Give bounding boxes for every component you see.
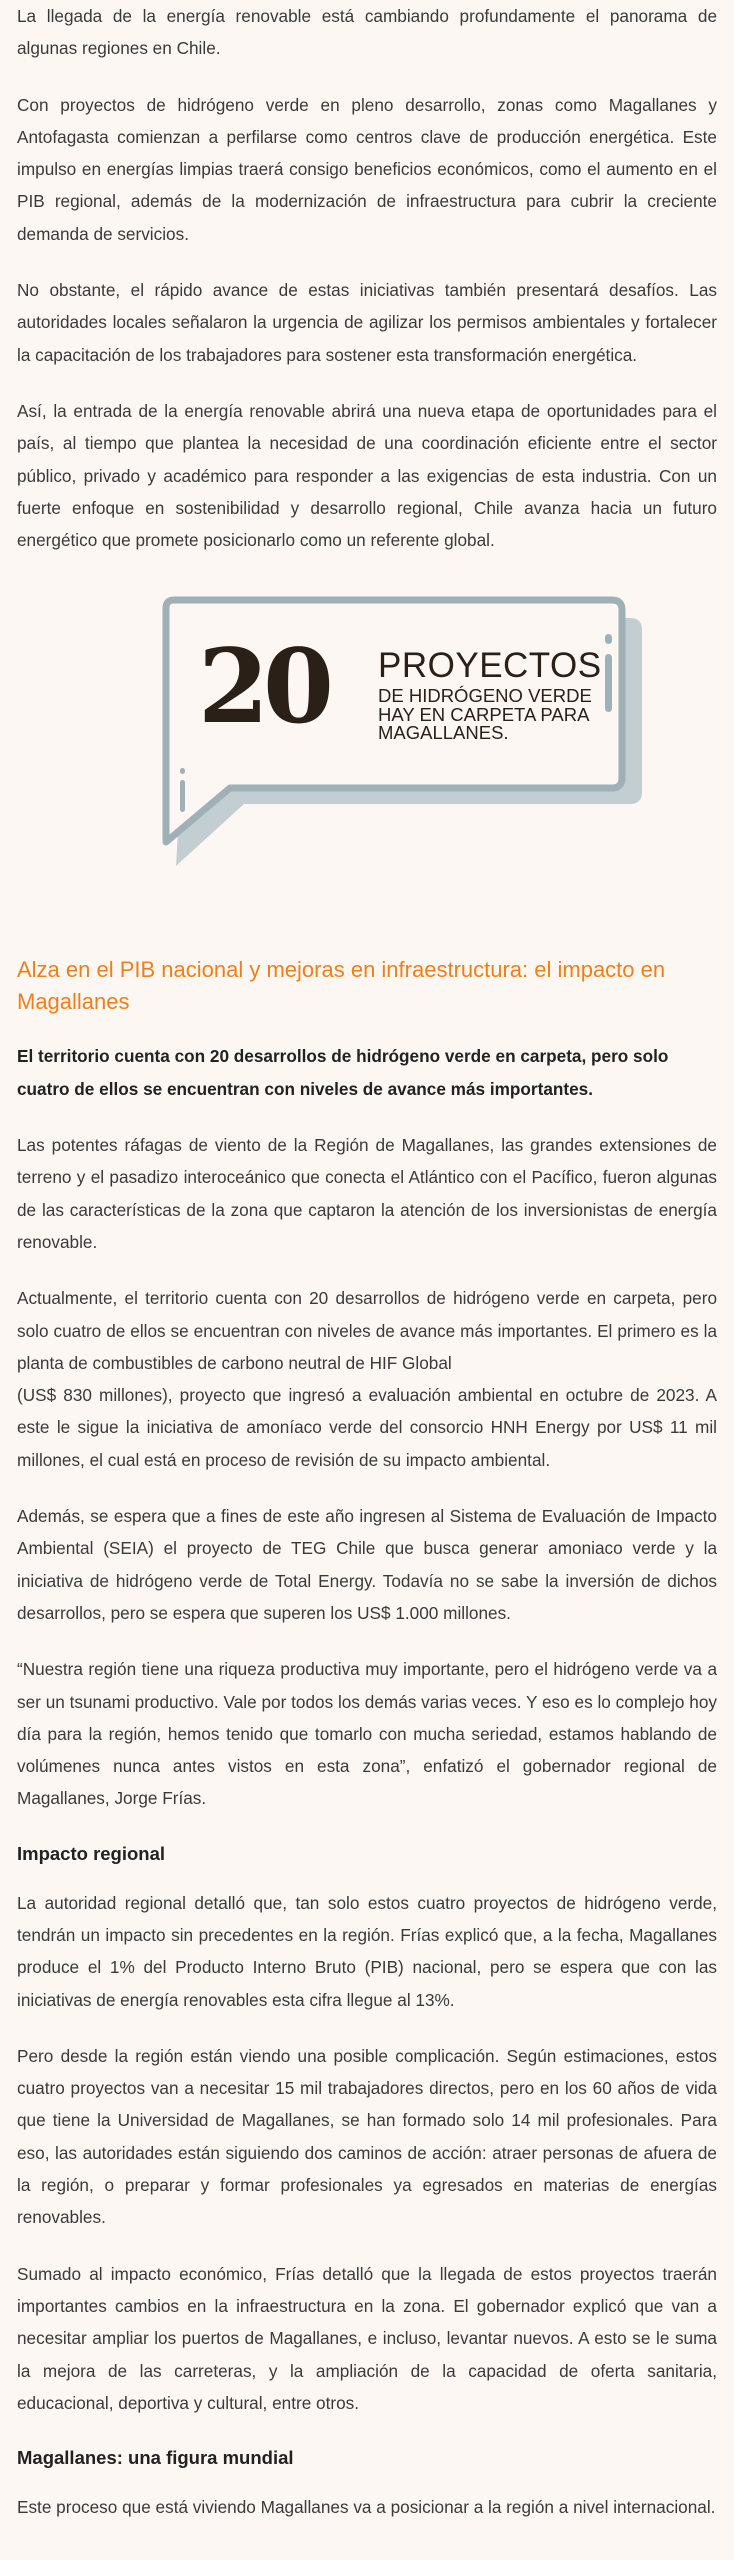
section-heading-impacto-regional: Impacto regional	[17, 1842, 166, 1864]
bubble-accent-dot-top	[605, 634, 612, 644]
infographic-subtitle: DE HIDRÓGENO VERDE HAY EN CARPETA PARA MAGALLANES.	[378, 685, 592, 744]
bubble-accent-dot-left	[180, 768, 185, 774]
section1-paragraph-2	[17, 1282, 717, 1476]
intro-paragraph-3: No obstante, el rápido avance de estas iniciativas también presentará desafíos. Las autoridades locales señalaron la urgencia de agilizar los permisos ambientales y fortalecer la capacitación de los trabajadores para sostener esta transformación energética.	[17, 280, 717, 365]
section1-paragraph-2a: Actualmente, el territorio cuenta con 20 desarrollos de hidrógeno verde en carpeta, pero solo cuatro de ellos se encuentran con niveles de avance más importantes. El primero es la planta de combustibles de carbono neutral de HIF Global	[17, 1288, 717, 1373]
infographic-number: 20	[198, 627, 328, 748]
section1-paragraph-2b: (US$ 830 millones), proyecto que ingresó a evaluación ambiental en octubre de 2023. A este le sigue la iniciativa de amoníaco verde del consorcio HNH Energy por US$ 11 mil millones, el cual está en proceso de revisión de su impacto ambiental.	[17, 1385, 717, 1470]
section-subtitle: El territorio cuenta con 20 desarrollos de hidrógeno verde en carpeta, pero solo cuatro de ellos se encuentran con niveles de avance más importantes.	[17, 1046, 669, 1099]
infographic-speech-bubble	[0, 596, 734, 926]
section1-quote-paragraph: “Nuestra región tiene una riqueza productiva muy importante, pero el hidrógeno verde va a ser un tsunami productivo. Vale por todos los demás varias veces. Y eso es lo complejo hoy día para la región, hemos tenido que tomarlo con mucha seriedad, estamos hablando de volúmenes nunca antes vistos en esta zona”, enfatizó el gobernador regional de Magallanes, Jorge Frías.	[17, 1659, 717, 1809]
section-heading-figura-mundial: Magallanes: una figura mundial	[17, 2447, 294, 2469]
intro-paragraph-4: Así, la entrada de la energía renovable abrirá una nueva etapa de oportunidades para el país, al tiempo que plantea la necesidad de una coordinación eficiente entre el sector público, privado y académico para responder a las exigencias de esta industria. Con un fuerte enfoque en sostenibilidad y desarrollo regional, Chile avanza hacia un futuro energético que promete posicionarlo como un referente global.	[17, 400, 717, 551]
section2-paragraph-2: Pero desde la región están viendo una posible complicación. Según estimaciones, estos cuatro proyectos van a necesitar 15 mil trabajadores directos, pero en los 60 años de vida que tiene la Universidad de Magallanes, se han formado solo 14 mil profesionales. Para eso, las autoridades están siguiendo dos caminos de acción: atraer personas de afuera de la región, o preparar y formar profesionales ya egresados en materias de energías renovables.	[17, 2045, 717, 2228]
section1-paragraph-3: Además, se espera que a fines de este año ingresen al Sistema de Evaluación de Impacto Ambiental (SEIA) el proyecto de TEG Chile que busca generar amoniaco verde y la iniciativa de hidrógeno verde de Total Energy. Todavía no se sabe la inversión de dichos desarrollos, pero se espera que superen los US$ 1.000 millones.	[17, 1506, 717, 1623]
intro-paragraph-2: Con proyectos de hidrógeno verde en pleno desarrollo, zonas como Magallanes y Antofagasta comienzan a perfilarse como centros clave de producción energética. Este impulso en energías limpias traerá consigo beneficios económicos, como el aumento en el PIB regional, además de la modernización de infraestructura para cubrir la creciente demanda de servicios.	[17, 94, 717, 244]
section2-paragraph-1: La autoridad regional detalló que, tan solo estos cuatro proyectos de hidrógeno verde, tendrán un impacto sin precedentes en la región. Frías explicó que, a la fecha, Magallanes produce el 1% del Producto Interno Bruto (PIB) nacional, pero se espera que con las iniciativas de energía renovables esta cifra llegue al 13%.	[17, 1892, 717, 2010]
section1-paragraph-1: Las potentes ráfagas de viento de la Región de Magallanes, las grandes extensiones de terreno y el pasadizo interoceánico que conecta el Atlántico con el Pacífico, fueron algunas de las características de la zona que captaron la atención de los inversionistas de energía renovable.	[17, 1135, 717, 1252]
section2-paragraph-3: Sumado al impacto económico, Frías detalló que la llegada de estos proyectos traerán importantes cambios en la infraestructura en la zona. El gobernador explicó que van a necesitar ampliar los puertos de Magallanes, e incluso, levantar nuevos. A esto se le suma la mejora de las carreteras, y la ampliación de la capacidad de oferta sanitaria, educacional, deportiva y cultural, entre otros.	[17, 2263, 717, 2413]
section3-paragraph-1: Este proceso que está viviendo Magallanes va a posicionar a la región a nivel internacional.	[17, 2497, 716, 2518]
infographic-title: PROYECTOS	[378, 646, 602, 686]
section-heading-pib: Alza en el PIB nacional y mejoras en infraestructura: el impacto en Magallanes	[17, 957, 666, 1015]
intro-paragraph-1: La llegada de la energía renovable está cambiando profundamente el panorama de algunas regiones en Chile.	[17, 6, 717, 59]
bubble-accent-line-left	[180, 780, 185, 812]
